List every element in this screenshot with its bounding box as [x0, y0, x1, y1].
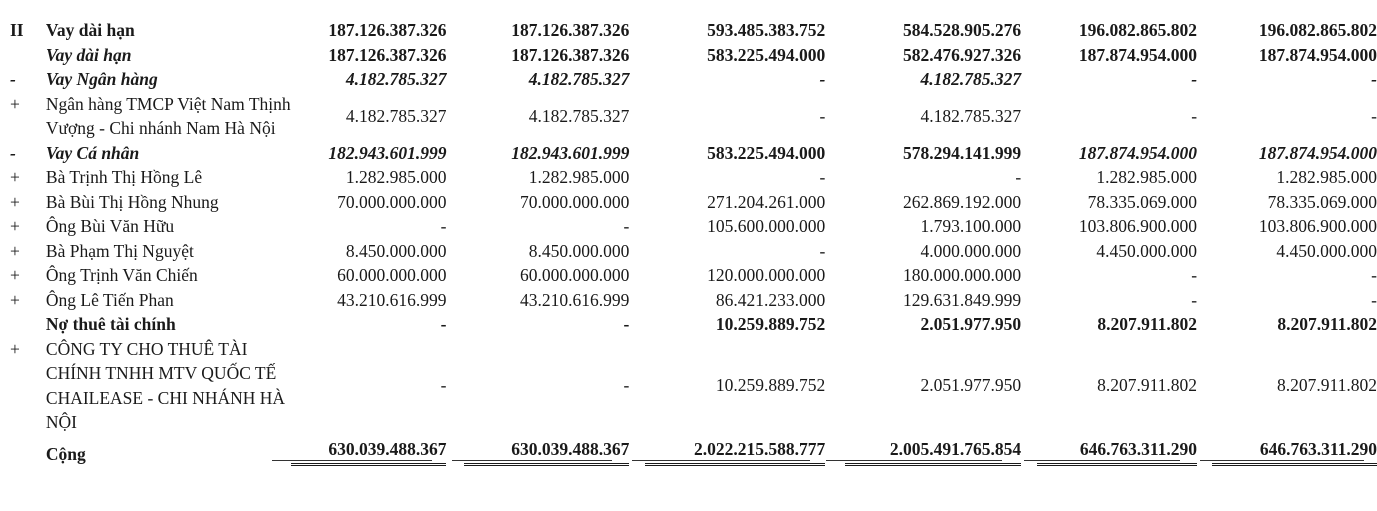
cell-value: - [623, 314, 630, 334]
cell-value: - [1015, 167, 1022, 187]
total-value [1197, 435, 1377, 471]
table-row [6, 288, 1377, 313]
cell-value: 4.450.000.000 [1276, 240, 1377, 261]
total-label: Cộng [45, 443, 86, 464]
row-label: Ông Trịnh Văn Chiến [45, 265, 198, 285]
cell-value: 196.082.865.802 [1078, 20, 1198, 40]
total-rule [1024, 460, 1180, 461]
cell-value: 583.225.494.000 [707, 142, 826, 163]
row-marker: + [10, 216, 20, 236]
table-row [6, 239, 1377, 264]
cell-value: 4.182.785.327 [528, 69, 630, 89]
row-label: Vay Ngân hàng [45, 69, 158, 89]
total-value [446, 435, 629, 471]
cell-value: - [623, 216, 630, 236]
cell-value: - [819, 69, 826, 89]
cell-value: 187.126.387.326 [328, 20, 447, 40]
total-value-text: 646.763.311.290 [1212, 437, 1377, 467]
table-row [6, 214, 1377, 239]
total-value [1021, 435, 1197, 471]
cell-value: 8.207.911.802 [1097, 375, 1198, 396]
cell-value: 70.000.000.000 [519, 191, 630, 212]
cell-value: 8.207.911.802 [1277, 375, 1377, 396]
cell-value: - [819, 105, 826, 126]
cell-value: 4.182.785.327 [345, 105, 447, 126]
row-marker: + [10, 240, 20, 261]
loan-table [6, 18, 1377, 470]
cell-value: 4.182.785.327 [920, 69, 1022, 89]
cell-value: 8.450.000.000 [345, 240, 447, 261]
cell-value: 78.335.069.000 [1087, 191, 1198, 212]
total-value-text: 630.039.488.367 [291, 437, 446, 467]
loan-table-body [6, 18, 1377, 470]
row-label: Bà Trịnh Thị Hồng Lê [45, 167, 203, 187]
row-marker [6, 435, 40, 471]
cell-value: 1.282.985.000 [528, 167, 630, 187]
total-rule [632, 460, 810, 461]
total-row [6, 435, 1377, 471]
cell-value: - [623, 375, 630, 396]
cell-value: - [819, 167, 826, 187]
table-row [6, 312, 1377, 337]
row-marker: + [10, 93, 20, 114]
cell-value: 4.182.785.327 [345, 69, 447, 89]
cell-value: 582.476.927.326 [903, 44, 1022, 65]
row-label: Bà Bùi Thị Hồng Nhung [45, 191, 219, 212]
cell-value: 8.207.911.802 [1097, 314, 1198, 334]
cell-value: 187.874.954.000 [1258, 142, 1377, 163]
row-label: Ông Lê Tiến Phan [45, 289, 174, 310]
total-rule [826, 460, 1002, 461]
cell-value: 187.126.387.326 [328, 44, 447, 65]
cell-value: 4.182.785.327 [920, 105, 1022, 126]
cell-value: 584.528.905.276 [903, 20, 1022, 40]
cell-value: 1.282.985.000 [1276, 167, 1377, 187]
row-label: Ngân hàng TMCP Việt Nam Thịnh Vượng - Chi nhánh Nam Hà Nội [45, 93, 291, 138]
row-label: Vay dài hạn [45, 44, 132, 65]
cell-value: 2.051.977.950 [920, 375, 1022, 396]
cell-value: - [1191, 289, 1198, 310]
cell-value: - [1371, 289, 1377, 310]
cell-value: 187.126.387.326 [511, 44, 630, 65]
cell-value: - [1371, 105, 1377, 126]
cell-value: 1.793.100.000 [920, 216, 1022, 236]
table-row [6, 337, 1377, 435]
row-label: Vay Cá nhân [45, 142, 140, 163]
cell-value: 10.259.889.752 [715, 314, 826, 334]
cell-value: 103.806.900.000 [1078, 216, 1198, 236]
cell-value: 1.282.985.000 [345, 167, 447, 187]
total-value-text: 646.763.311.290 [1037, 437, 1197, 467]
cell-value: 196.082.865.802 [1258, 20, 1377, 40]
cell-value: 8.207.911.802 [1277, 314, 1377, 334]
cell-value: 4.450.000.000 [1096, 240, 1198, 261]
table-row [6, 263, 1377, 288]
total-value-text: 630.039.488.367 [464, 437, 629, 467]
cell-value: 4.000.000.000 [920, 240, 1022, 261]
row-marker [6, 43, 40, 68]
cell-value: 103.806.900.000 [1258, 216, 1377, 236]
cell-value: 60.000.000.000 [519, 265, 630, 285]
row-marker: + [10, 191, 20, 212]
row-marker [6, 312, 40, 337]
cell-value: 120.000.000.000 [707, 265, 826, 285]
cell-value: 262.869.192.000 [903, 191, 1022, 212]
cell-value: - [1191, 105, 1198, 126]
cell-value: 86.421.233.000 [715, 289, 826, 310]
cell-value: - [819, 240, 826, 261]
cell-value: 187.126.387.326 [511, 20, 630, 40]
cell-value: - [440, 375, 447, 396]
cell-value: 70.000.000.000 [337, 191, 447, 212]
cell-value: - [1191, 265, 1198, 285]
row-marker: + [10, 289, 20, 310]
total-rule [272, 460, 432, 461]
cell-value: 10.259.889.752 [715, 375, 826, 396]
cell-value: 180.000.000.000 [903, 265, 1022, 285]
row-label: Nợ thuê tài chính [45, 314, 176, 334]
table-row [6, 190, 1377, 215]
row-marker: + [10, 338, 20, 359]
cell-value: 129.631.849.999 [903, 289, 1022, 310]
table-row [6, 92, 1377, 141]
cell-value: - [1371, 265, 1377, 285]
cell-value: 4.182.785.327 [528, 105, 630, 126]
total-value-text: 2.005.491.765.854 [845, 437, 1021, 467]
table-row [6, 165, 1377, 190]
cell-value: 187.874.954.000 [1078, 142, 1198, 163]
table-row [6, 141, 1377, 166]
row-marker: - [10, 142, 16, 163]
cell-value: 43.210.616.999 [337, 289, 447, 310]
row-label: Ông Bùi Văn Hữu [45, 216, 175, 236]
cell-value: 182.943.601.999 [328, 142, 447, 163]
cell-value: 187.874.954.000 [1258, 44, 1377, 65]
cell-value: 187.874.954.000 [1078, 44, 1198, 65]
table-row [6, 43, 1377, 68]
total-rule [1200, 460, 1364, 461]
cell-value: 105.600.000.000 [707, 216, 826, 236]
row-marker: + [10, 265, 20, 285]
cell-value: 43.210.616.999 [519, 289, 630, 310]
cell-value: 182.943.601.999 [511, 142, 630, 163]
cell-value: - [1371, 69, 1377, 89]
total-value [291, 435, 446, 471]
cell-value: 1.282.985.000 [1096, 167, 1198, 187]
total-value [825, 435, 1021, 471]
total-rule [452, 460, 612, 461]
total-value [629, 435, 825, 471]
row-label: Bà Phạm Thị Nguyệt [45, 240, 194, 261]
row-marker: II [10, 20, 24, 40]
cell-value: - [1191, 69, 1198, 89]
total-value-text: 2.022.215.588.777 [645, 437, 825, 467]
table-row [6, 18, 1377, 43]
row-marker: + [10, 167, 20, 187]
row-label: Vay dài hạn [45, 20, 135, 40]
cell-value: 271.204.261.000 [707, 191, 826, 212]
cell-value: 578.294.141.999 [903, 142, 1022, 163]
cell-value: 60.000.000.000 [337, 265, 447, 285]
cell-value: - [440, 314, 447, 334]
cell-value: - [440, 216, 447, 236]
cell-value: 593.485.383.752 [707, 20, 826, 40]
cell-value: 78.335.069.000 [1267, 191, 1377, 212]
row-marker: - [10, 69, 16, 89]
table-row [6, 67, 1377, 92]
row-label: CÔNG TY CHO THUÊ TÀI CHÍNH TNHH MTV QUỐC TẾ CHAILEASE - CHI NHÁNH HÀ NỘI [45, 338, 286, 432]
cell-value: 8.450.000.000 [528, 240, 630, 261]
cell-value: 583.225.494.000 [707, 44, 826, 65]
cell-value: 2.051.977.950 [920, 314, 1022, 334]
